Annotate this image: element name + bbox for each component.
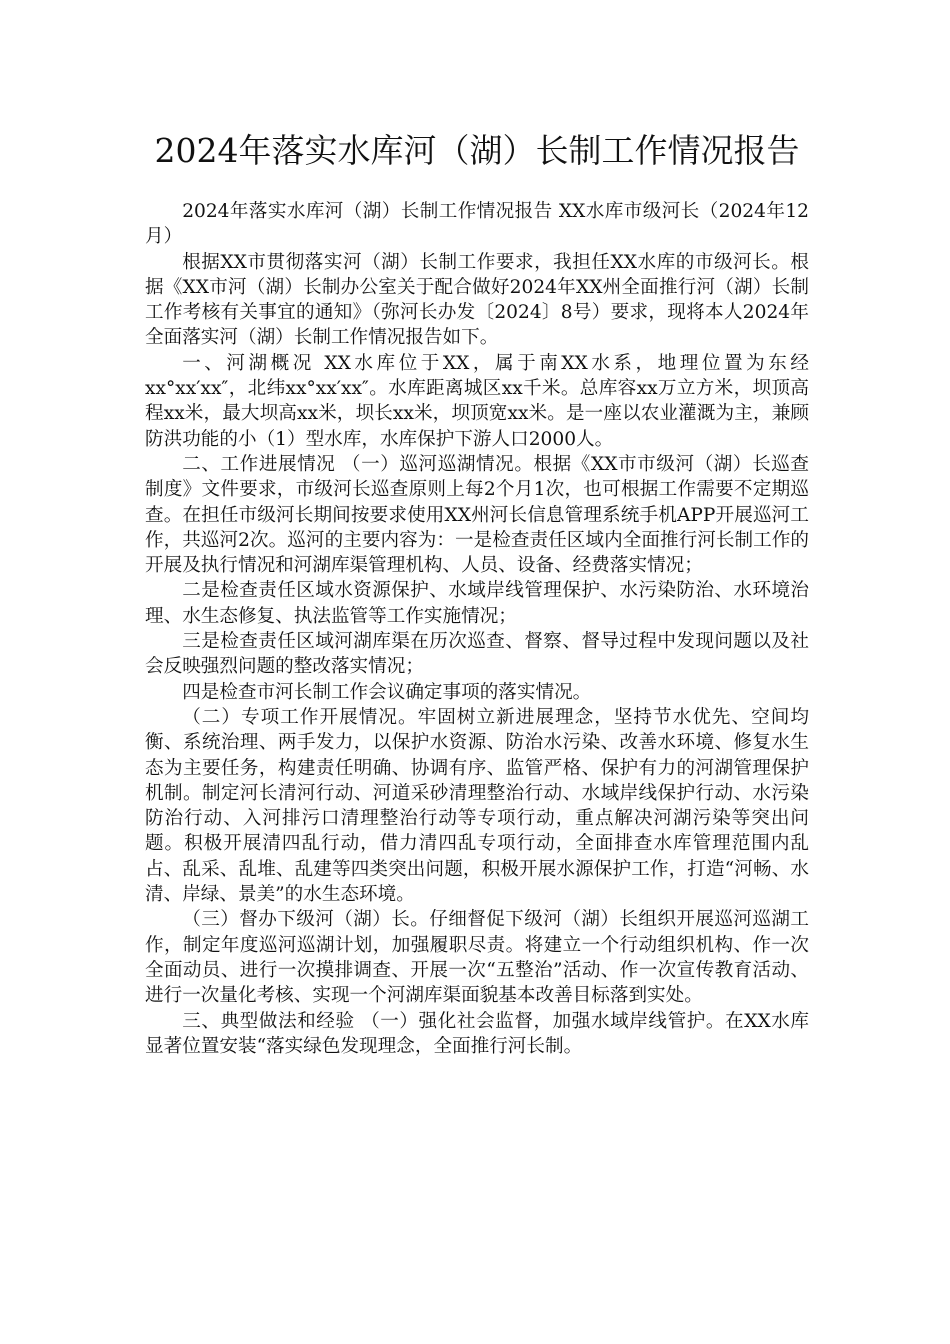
paragraph-progress: 二、工作进展情况 （一）巡河巡湖情况。根据《XX市市级河（湖）长巡查制度》文件要求，市级河长巡查原则上每2个月1次，也可根据工作需要不定期巡查。在担任市级河长期间按要求使用XX州河长信息管理系统手机APP开展巡河工作，共巡河2次。巡河的主要内容为：一是检查责任区域内全面推行河长制工作的开展及执行情况和河湖库渠管理机构、人员、设备、经费落实情况； [145,453,809,577]
paragraph-check-2: 二是检查责任区域水资源保护、水域岸线管理保护、水污染防治、水环境治理、水生态修复、执法监管等工作实施情况； [145,580,809,627]
document-body [145,199,809,1059]
document-page [145,128,809,1059]
paragraph-intro: 根据XX市贯彻落实河（湖）长制工作要求，我担任XX水库的市级河长。根据《XX市河（湖）长制办公室关于配合做好2024年XX州全面推行河（湖）长制工作考核有关事宜的通知》（弥河长办发〔2024〕8号）要求，现将本人2024年全面落实河（湖）长制工作情况报告如下。 [145,251,809,349]
paragraph-check-3: 三是检查责任区域河湖库渠在历次巡查、督察、督导过程中发现问题以及社会反映强烈问题的整改落实情况； [145,631,809,678]
paragraph-header: 2024年落实水库河（湖）长制工作情况报告 XX水库市级河长（2024年12月） [145,201,809,248]
document-title: 2024年落实水库河（湖）长制工作情况报告 [154,131,800,170]
paragraph-overview: 一、河湖概况 XX水库位于XX，属于南XX水系，地理位置为东经xx°xx′xx″，北纬xx°xx′xx″。水库距离城区xx千米。总库容xx万立方米，坝顶高程xx米，最大坝高xx米，坝长xx米，坝顶宽xx米。是一座以农业灌溉为主，兼顾防洪功能的小（1）型水库，水库保护下游人口2000人。 [145,352,809,450]
paragraph-check-4: 四是检查市河长制工作会议确定事项的落实情况。 [182,681,592,703]
paragraph-supervision: （三）督办下级河（湖）长。仔细督促下级河（湖）长组织开展巡河巡湖工作，制定年度巡河巡湖计划，加强履职尽责。将建立一个行动组织机构、作一次全面动员、进行一次摸排调查、开展一次“五整治”活动、作一次宣传教育活动、进行一次量化考核、实现一个河湖库渠面貌基本改善目标落到实处。 [145,909,809,1007]
paragraph-practices: 三、典型做法和经验 （一）强化社会监督，加强水域岸线管护。在XX水库显著位置安装“落实绿色发现理念，全面推行河长制。 [145,1010,809,1057]
paragraph-special-work: （二）专项工作开展情况。牢固树立新进展理念，坚持节水优先、空间均衡、系统治理、两手发力，以保护水资源、防治水污染、改善水环境、修复水生态为主要任务，构建责任明确、协调有序、监管严格、保护有力的河湖管理保护机制。制定河长清河行动、河道采砂清理整治行动、水域岸线保护行动、水污染防治行动、入河排污口清理整治行动等专项行动，重点解决河湖污染等突出问题。积极开展清四乱行动，借力清四乱专项行动，全面排查水库管理范围内乱占、乱采、乱堆、乱建等四类突出问题，积极开展水源保护工作，打造“河畅、水清、岸绿、景美”的水生态环境。 [145,706,809,906]
